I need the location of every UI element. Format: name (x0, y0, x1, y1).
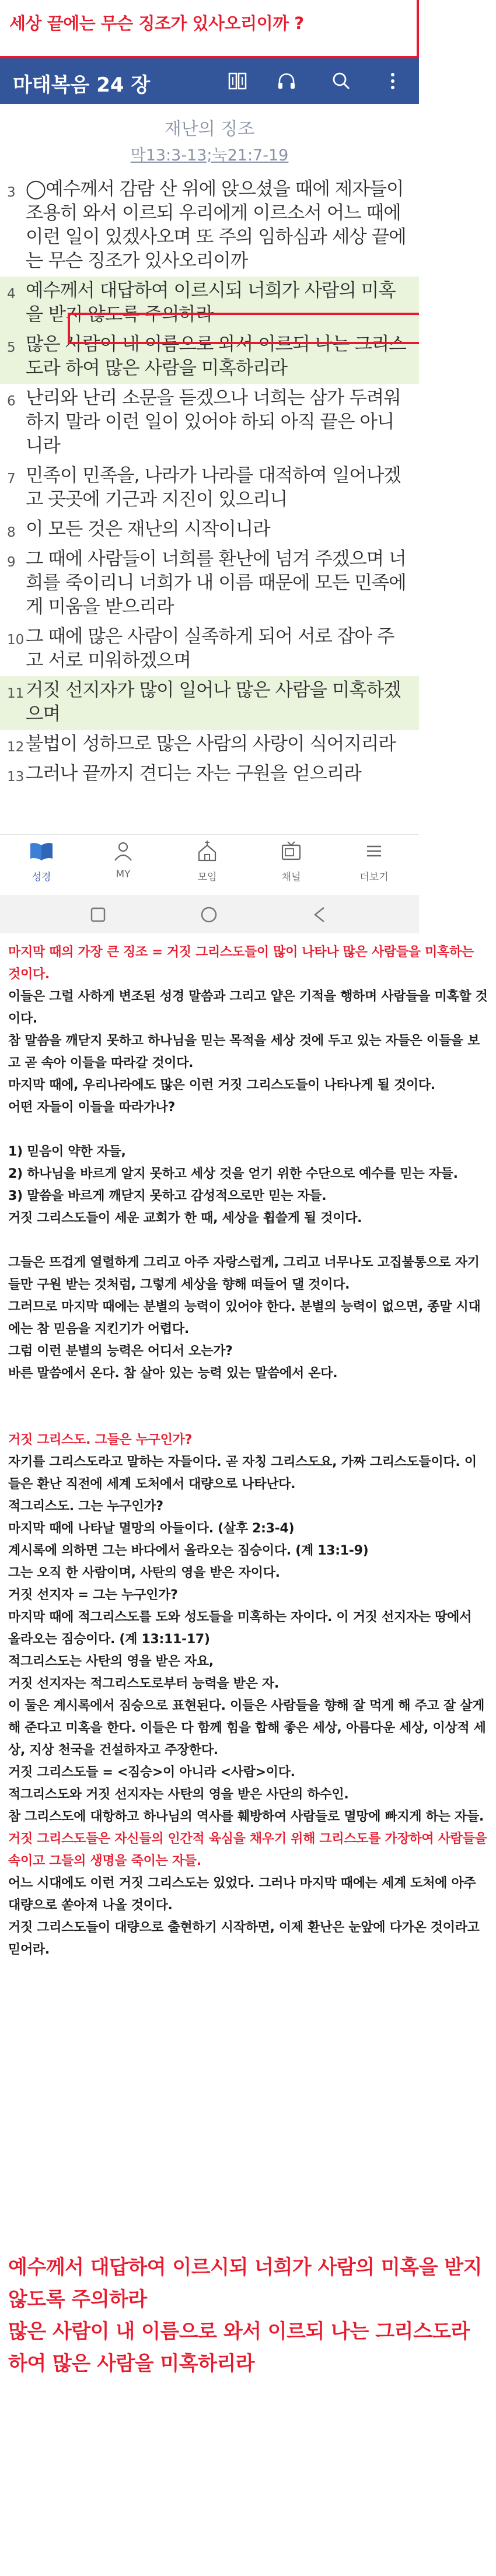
article-paragraph: 거짓 선지자는 적그리스도로부터 능력을 받은 자. (8, 1676, 279, 1691)
article-paragraph: 어느 시대에도 이런 거짓 그리스도는 있었다. 그러나 마지막 때에는 세계 도처에 아주 대량으로 쏟아져 나올 것이다. (8, 1876, 476, 1913)
verse-number: 11 (7, 686, 25, 701)
verse-text: 그러나 끝까지 견디는 자는 구원을 얻으리라 (26, 763, 361, 784)
nav-item[interactable] (9, 839, 74, 883)
verse-text: 그 때에 많은 사람이 실족하게 되어 서로 잡아 주고 서로 미워하겠으며 (26, 626, 394, 671)
article-paragraph: 마지막 때에 적그리스도를 도와 성도들을 미혹하는 자이다. 이 거짓 선지자는 땅에서 올라오는 짐승이다. (계 13:11-17) (8, 1610, 472, 1647)
article-paragraph: 거짓 그리스도들 = <짐승>이 아니라 <사람>이다. (8, 1765, 295, 1780)
recent-apps-icon[interactable] (86, 903, 110, 926)
article-paragraph: 마지막 때에, 우리나라에도 많은 이런 거짓 그리스도들이 나타나게 될 것이다. (8, 1078, 435, 1093)
section-title: 재난의 징조 (164, 119, 255, 139)
verse-row[interactable] (0, 545, 419, 622)
article-paragraph: 자기를 그리스도라고 말하는 자들이다. 곧 자칭 그리스도요, 가짜 그리스도들이다. 이들은 환난 직전에 세계 도처에서 대량으로 나타난다. (8, 1455, 477, 1492)
article-paragraph: 이들은 그럴 사하게 변조된 성경 말씀과 그리고 얕은 기적을 행하며 사람들을 미혹할 것이다. (8, 989, 488, 1026)
closing-quote-line: 많은 사람이 내 이름으로 와서 이르되 나는 그리스도라 하여 많은 사람을 미혹하리라 (8, 2320, 470, 2375)
home-icon[interactable] (197, 903, 221, 926)
article-paragraph: 적그리스도. 그는 누구인가? (8, 1499, 163, 1514)
menu-icon (342, 839, 406, 869)
article-spacer (8, 1385, 488, 1407)
article-paragraph: 적그리스도와 거짓 선지자는 사탄의 영을 받은 사단의 하수인. (8, 1787, 349, 1802)
nav-item[interactable] (175, 839, 239, 883)
article-paragraph: 거짓 선지자 = 그는 누구인가? (8, 1588, 178, 1602)
verse-row[interactable] (0, 384, 419, 461)
verse-number: 9 (7, 555, 16, 570)
verse-number: 12 (7, 740, 25, 755)
article-paragraph: 계시록에 의하면 그는 바다에서 올라오는 짐승이다. (계 13:1-9) (8, 1544, 369, 1558)
article-paragraph: 적그리스도는 사탄의 영을 받은 자요, (8, 1654, 214, 1669)
article-paragraph: 그럼 이런 분별의 능력은 어디서 오는가? (8, 1344, 233, 1359)
article-paragraph: 거짓 그리스도들이 대량으로 출현하기 시작하면, 이제 환난은 눈앞에 다가온 것이라고 믿어라. (8, 1920, 480, 1957)
phone-screenshot (0, 58, 419, 933)
verse-number: 3 (7, 185, 16, 200)
headphones-icon[interactable] (273, 68, 300, 94)
verse-list (0, 175, 419, 789)
verse-number: 5 (7, 340, 16, 355)
verse-text: 거짓 선지자가 많이 일어나 많은 사람을 미혹하겠으며 (26, 680, 401, 724)
verse-row[interactable] (0, 622, 419, 676)
caption-box (0, 0, 419, 58)
article-paragraph: 참 그리스도에 대항하고 하나님의 역사를 훼방하여 사람들로 멸망에 빠지게 하는 자들. (8, 1810, 484, 1824)
article-spacer (8, 1407, 488, 1429)
bible-icon[interactable] (224, 68, 251, 94)
verse-number: 6 (7, 394, 16, 409)
verse-number: 10 (7, 632, 25, 648)
open-book-icon (9, 839, 74, 869)
article-paragraph: 마지막 때의 가장 큰 징조 = 거짓 그리스도들이 많이 나타나 많은 사람들을 미혹하는 것이다. (8, 945, 474, 982)
article-body (0, 942, 496, 1961)
article-paragraph: 거짓 그리스도들은 자신들의 인간적 육심을 채우기 위해 그리스도를 가장하여 사람들을 속이고 그들의 생명을 죽이는 자들. (8, 1832, 487, 1868)
article-paragraph: 3) 말씀을 바르게 깨닫지 못하고 감성적으로만 믿는 자들. (8, 1189, 327, 1203)
church-icon (175, 839, 239, 869)
channel-icon (259, 839, 323, 869)
article-paragraph: 어떤 자들이 이들을 따라가나? (8, 1100, 175, 1115)
article-paragraph: 거짓 그리스도. 그들은 누구인가? (8, 1433, 192, 1447)
verse-number: 8 (7, 525, 16, 540)
nav-label: 채널 (281, 872, 301, 883)
more-vertical-icon[interactable] (379, 68, 406, 94)
nav-label: MY (116, 869, 131, 880)
verse-text: 예수께서 대답하여 이르시되 너희가 사람의 미혹을 받지 않도록 주의하라 (26, 280, 396, 325)
verse-number: 7 (7, 471, 16, 487)
app-bar (0, 58, 419, 104)
article-paragraph: 마지막 때에 나타날 멸망의 아들이다. (살후 2:3-4) (8, 1521, 295, 1536)
chapter-title[interactable]: 마태복음 24 장 (13, 74, 151, 97)
article-spacer (8, 1230, 488, 1252)
verse-text: 난리와 난리 소문을 듣겠으나 너희는 삼가 두려워하지 말라 이런 일이 있어야 하되 아직 끝은 아니니라 (26, 387, 401, 456)
verse-row[interactable] (0, 175, 419, 276)
back-icon[interactable] (308, 903, 331, 926)
cross-reference-link[interactable]: 막13:3-13;눅21:7-19 (130, 146, 289, 164)
article-paragraph: 2) 하나님을 바르게 알지 못하고 세상 것을 얻기 위한 수단으로 예수를 믿는 자들. (8, 1167, 458, 1181)
system-navigation-bar (0, 895, 419, 933)
verse-text: 그 때에 사람들이 너희를 환난에 넘겨 주겠으며 너희를 죽이리니 너희가 내 이름 때문에 모든 민족에게 미움을 받으리라 (26, 548, 406, 617)
closing-quote-line: 예수께서 대답하여 이르시되 너희가 사람의 미혹을 받지 않도록 주의하라 (8, 2256, 482, 2311)
verse-text: ◯예수께서 감람 산 위에 앉으셨을 때에 제자들이 조용히 와서 이르되 우리에게 이르소서 어느 때에 이런 일이 있겠사오며 또 주의 임하심과 세상 끝에는 무슨 징조가 있사오리이까 (26, 178, 406, 271)
verse-text: 민족이 민족을, 나라가 나라를 대적하여 일어나겠고 곳곳에 기근과 지진이 있으리니 (26, 465, 401, 510)
verse-row[interactable] (0, 515, 419, 545)
verse-row[interactable] (0, 760, 419, 789)
nav-label: 더보기 (359, 872, 389, 883)
article-paragraph: 참 말씀을 깨닫지 못하고 하나님을 믿는 목적을 세상 것에 두고 있는 자들은 이들을 보고 곧 속아 이들을 따라갈 것이다. (8, 1034, 480, 1070)
nav-label: 성경 (32, 872, 51, 883)
article-paragraph: 1) 믿음이 약한 자들, (8, 1144, 126, 1159)
closing-quote (8, 2252, 492, 2380)
article-paragraph: 그는 오직 한 사람이며, 사탄의 영을 받은 자이다. (8, 1566, 280, 1580)
nav-item[interactable] (91, 839, 155, 880)
search-icon[interactable] (328, 68, 355, 94)
verse-text: 많은 사람이 내 이름으로 와서 이르되 나는 그리스도라 하여 많은 사람을 미혹하리라 (26, 334, 406, 379)
nav-item[interactable] (259, 839, 323, 883)
verse-text: 불법이 성하므로 많은 사람의 사랑이 식어지리라 (26, 733, 396, 754)
caption-text: 세상 끝에는 무슨 징조가 있사오리이까 ? (9, 13, 304, 33)
article-paragraph: 거짓 그리스도들이 세운 교회가 한 때, 세상을 휩쓸게 될 것이다. (8, 1211, 362, 1226)
verse-number: 4 (7, 286, 16, 302)
verse-row[interactable] (0, 676, 419, 730)
article-spacer (8, 1119, 488, 1141)
article-paragraph: 그러므로 마지막 때에는 분별의 능력이 있어야 한다. 분별의 능력이 없으면, 종말 시대에는 참 믿음을 지킨기가 어렵다. (8, 1300, 481, 1336)
article-paragraph: 그들은 뜨겁게 열렬하게 그리고 아주 자랑스럽게, 그리고 너무나도 고집불통으로 자기들만 구원 받는 것처럼, 그렇게 세상을 향해 떠들어 댈 것이다. (8, 1255, 480, 1292)
verse-number: 13 (7, 769, 25, 785)
verse-row[interactable] (0, 730, 419, 760)
nav-item[interactable] (342, 839, 406, 883)
verse-text: 이 모든 것은 재난의 시작이니라 (26, 519, 270, 540)
user-icon (91, 839, 155, 869)
article-paragraph: 이 둘은 계시록에서 짐승으로 표현된다. 이들은 사람들을 향해 잘 먹게 해 주고 잘 살게 해 준다고 미혹을 한다. 이들은 다 함께 힘을 합해 좋은 세상, 아름다운 세상, 이상적 세상, 지상 천국을 건설하자고 주장한다. (8, 1699, 486, 1758)
verse-row[interactable] (0, 461, 419, 515)
focus-highlight-box (68, 313, 419, 344)
bottom-navigation (0, 834, 419, 895)
article-paragraph: 바른 말씀에서 온다. 참 살아 있는 능력 있는 말씀에서 온다. (8, 1366, 338, 1381)
nav-label: 모임 (197, 872, 217, 883)
